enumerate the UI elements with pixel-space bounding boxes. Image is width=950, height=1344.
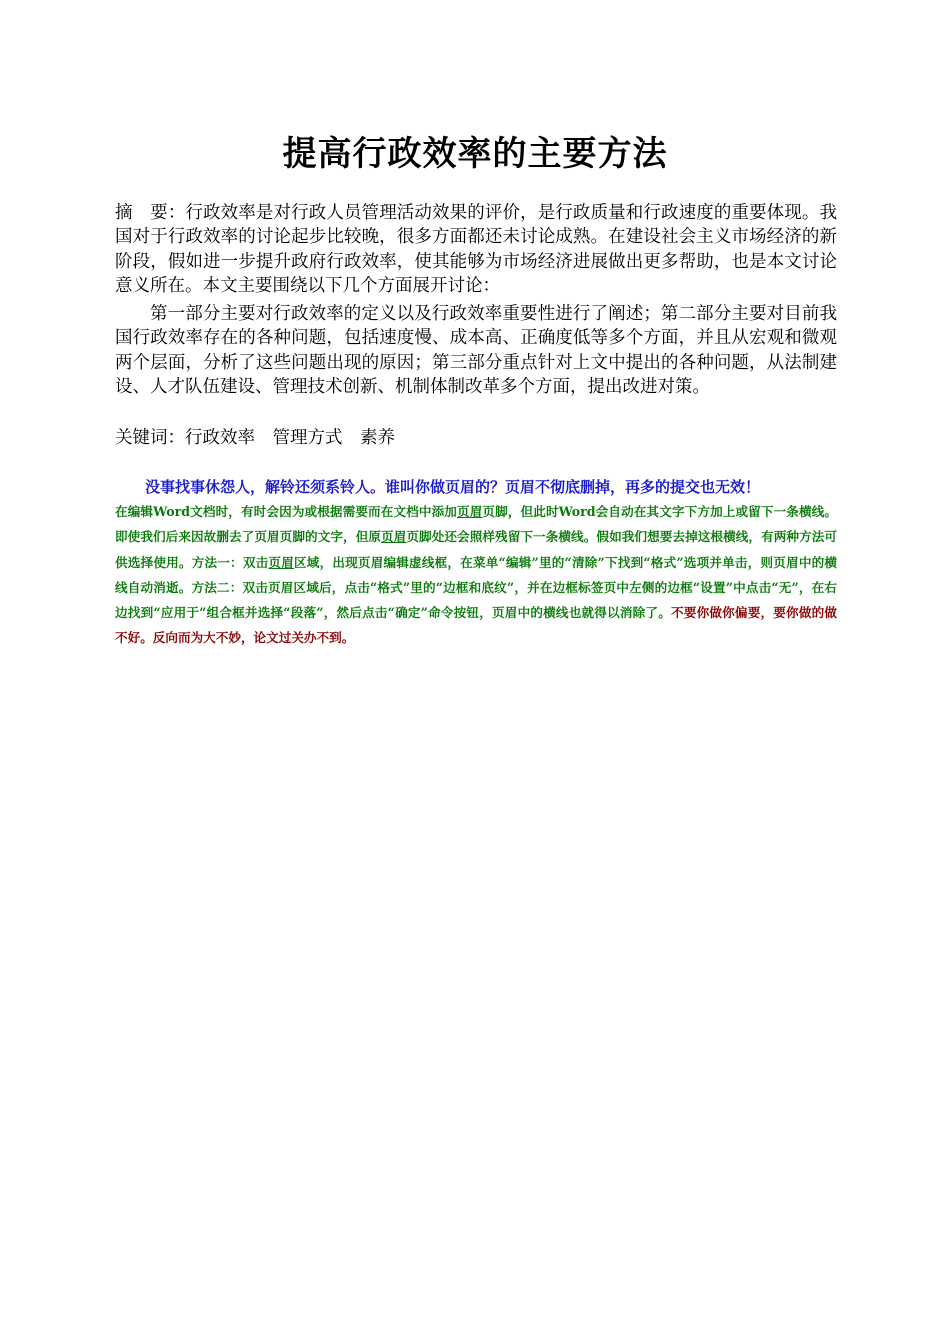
notice-text-b: 页脚，但此时Word会自动在其文字下方加上或留下一条横线。即使我们后来因故删去了页眉页脚的文字，但原 [115, 504, 838, 545]
notice-underlined-term: 页眉 [268, 554, 294, 570]
keywords-text: 行政效率 管理方式 素养 [185, 428, 395, 448]
notice-underlined-term: 页眉 [381, 529, 407, 545]
notice-instructions [115, 499, 837, 651]
notice-text-d: 区域，出现页眉编辑虚线框，在菜单“编辑”里的“清除”下找到“格式”选项并单击，则页眉中的横线自动消逝。方法二：双击页眉区域后，点击“格式”里的“边框和底纹”，并在边框标签页中左侧的边框“设置”中点击“无”，在右边找到“应用于”组合框并选择“段落”，然后点击“确定”命令按钮，页眉中的横线也就得以消除了。 [115, 554, 838, 621]
abstract-paragraph [115, 201, 837, 299]
keywords-line [115, 426, 837, 450]
page-title: 提高行政效率的主要方法 [282, 134, 668, 174]
notice-text-a: 在编辑Word文档时，有时会因为或根据需要而在文档中添加 [115, 504, 457, 519]
keywords-label: 关键词： [115, 428, 185, 448]
notice-text-c: 页脚处还会照样残留下一条横线。假如我们想要去掉这根横线，有两种方法可供选择使用。方法一：双击 [115, 529, 838, 570]
notice-underlined-term: 页眉 [457, 504, 483, 519]
abstract-text: 行政效率是对行政人员管理活动效果的评价，是行政质量和行政速度的重要体现。我国对于行政效率的讨论起步比较晚，很多方面都还未讨论成熟。在建设社会主义市场经济的新阶段，假如进一步提升政府行政效率，使其能够为市场经济进展做出更多帮助，也是本文讨论意义所在。本文主要围绕以下几个方面展开讨论： [115, 203, 838, 297]
abstract-label: 摘 要： [115, 203, 186, 223]
outline-paragraph: 第一部分主要对行政效率的定义以及行政效率重要性进行了阐述；第二部分主要对目前我国行政效率存在的各种问题，包括速度慢、成本高、正确度低等多个方面，并且从宏观和微观两个层面，分析了这些问题出现的原因；第三部分重点针对上文中提出的各种问题，从法制建设、人才队伍建设、管理技术创新、机制体制改革多个方面，提出改进对策。 [115, 304, 837, 398]
notice-headline: 没事找事休怨人，解铃还须系铃人。谁叫你做页眉的？页眉不彻底删掉，再多的提交也无效！ [145, 478, 761, 496]
notice-warning: 不要你做你偏要，要你做的做不好。反向而为大不妙，论文过关办不到。 [115, 605, 838, 646]
